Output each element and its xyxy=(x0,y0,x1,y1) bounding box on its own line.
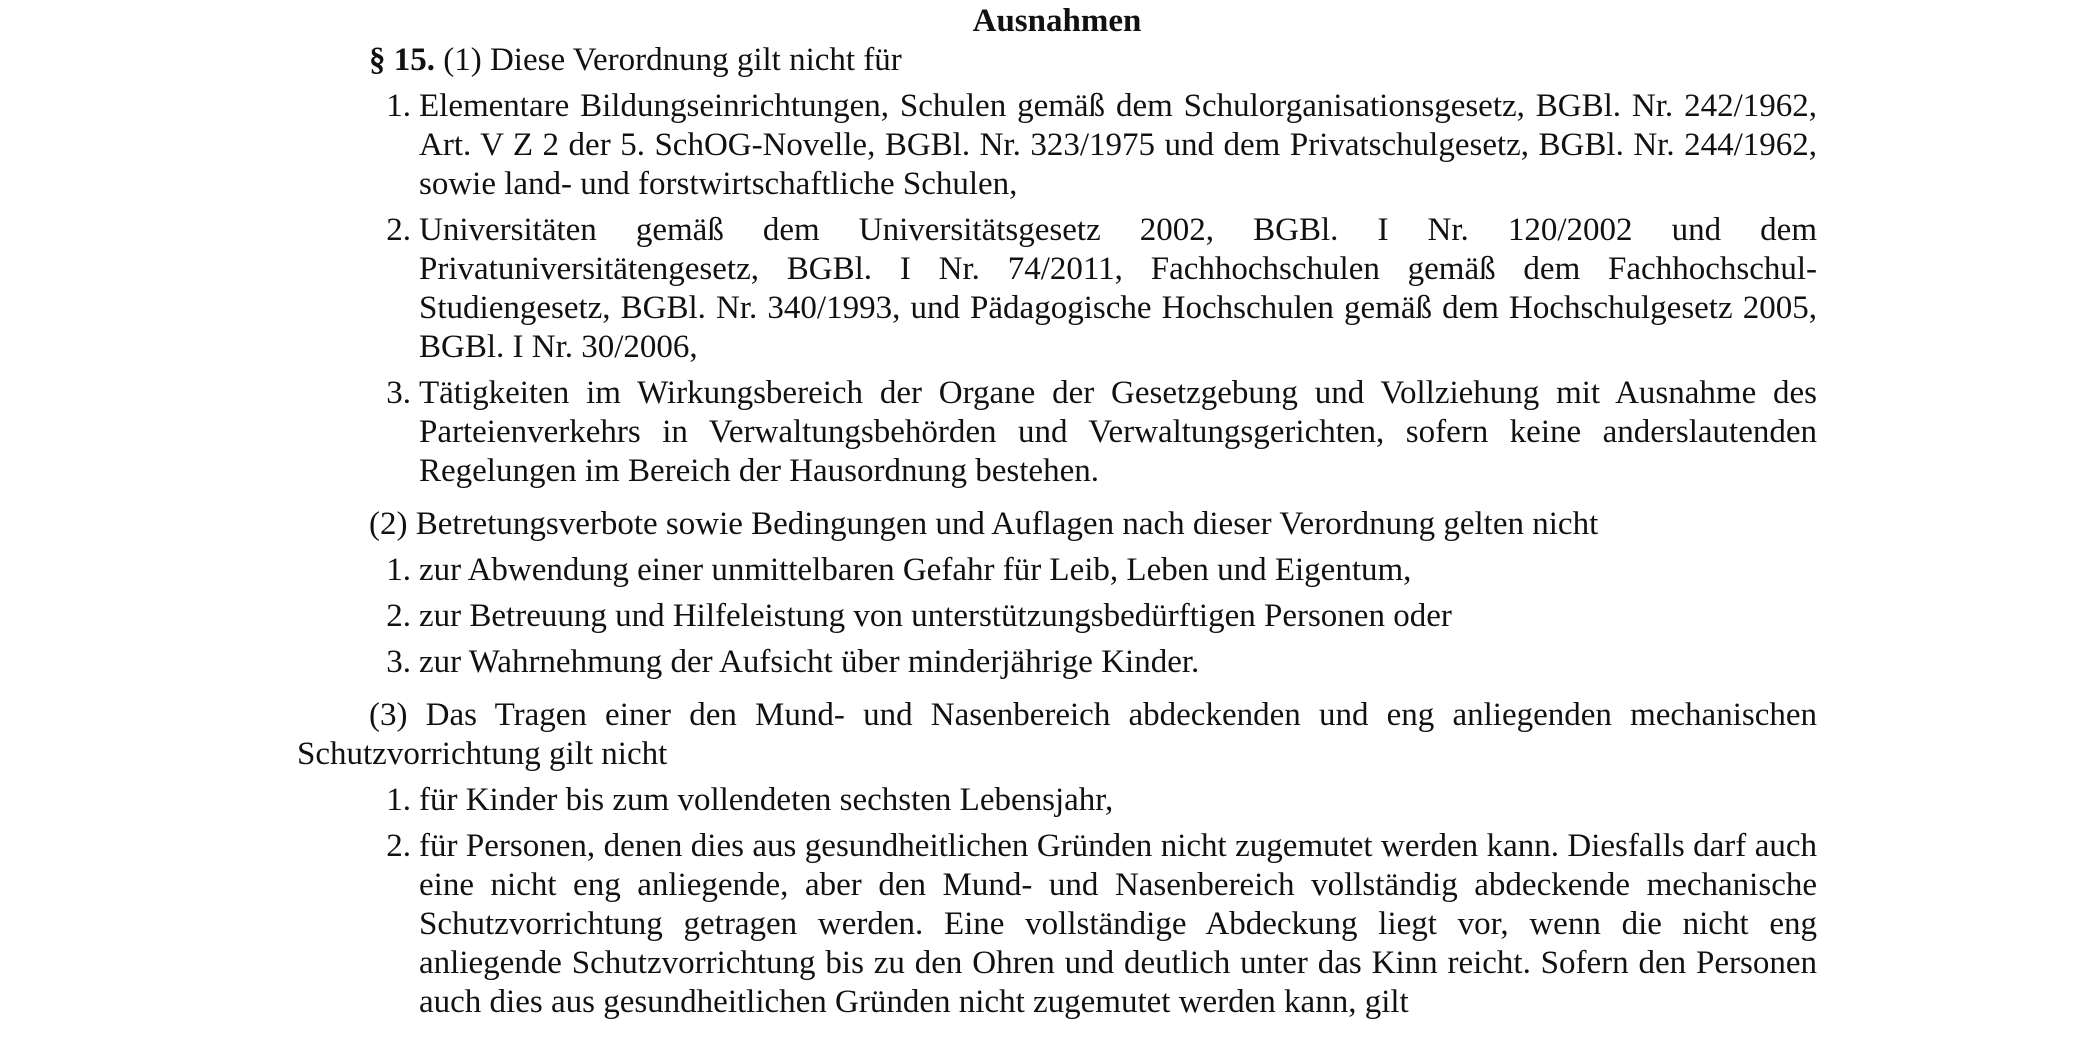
list-item-number: 2. xyxy=(386,212,411,248)
list-item-text: Tätigkeiten im Wirkungsbereich der Organe der Gesetzgebung und Vollziehung mit Ausnahme des Parteienverkehrs in Verwaltungsbehörden und Verwaltungsgerichten, sofern keine anderslautenden Regelungen im Bereich der Hausordnung bestehen. xyxy=(419,375,1817,489)
paragraph-1-list xyxy=(297,87,1817,491)
section-number: § 15. xyxy=(369,42,435,78)
paragraph-2-list xyxy=(297,551,1817,682)
paragraph-1-text: (1) Diese Verordnung gilt nicht für xyxy=(443,42,902,78)
list-item-number: 3. xyxy=(386,375,411,411)
list-item xyxy=(297,551,1817,590)
list-item-number: 3. xyxy=(386,644,411,680)
document-page xyxy=(297,0,1817,1022)
paragraph-1-intro xyxy=(297,41,1817,80)
list-item-text: für Kinder bis zum vollendeten sechsten Lebensjahr, xyxy=(419,782,1114,818)
list-item-number: 1. xyxy=(386,782,411,818)
list-item-text: zur Wahrnehmung der Aufsicht über minderjährige Kinder. xyxy=(419,644,1200,680)
paragraph-2-intro: (2) Betretungsverbote sowie Bedingungen und Auflagen nach dieser Verordnung gelten nicht xyxy=(369,506,1599,542)
list-item xyxy=(297,643,1817,682)
list-item xyxy=(297,87,1817,204)
paragraph-3-list xyxy=(297,781,1817,1022)
list-item xyxy=(297,211,1817,367)
list-item-text: zur Abwendung einer unmittelbaren Gefahr für Leib, Leben und Eigentum, xyxy=(419,552,1412,588)
list-item-text: für Personen, denen dies aus gesundheitlichen Gründen nicht zugemutet werden kann. Diesfalls darf auch eine nicht eng anliegende, aber den Mund- und Nasenbereich vollständig abdeckende mechanische Schutzvorrichtung getragen werden. Eine vollständige Abdeckung liegt vor, wenn die nicht eng anliegende Schutzvorrichtung bis zu den Ohren und deutlich unter das Kinn reicht. Sofern den Personen auch dies aus gesundheitlichen Gründen nicht zugemutet werden kann, gilt xyxy=(419,828,1817,1020)
list-item xyxy=(297,374,1817,491)
list-item-text: Elementare Bildungseinrichtungen, Schulen gemäß dem Schulorganisationsgesetz, BGBl. Nr. 242/1962, Art. V Z 2 der 5. SchOG-Novelle, BGBl. Nr. 323/1975 und dem Privatschulgesetz, BGBl. Nr. 244/1962, sowie land- und forstwirtschaftliche Schulen, xyxy=(419,88,1817,202)
list-item xyxy=(297,597,1817,636)
paragraph-3-intro: (3) Das Tragen einer den Mund- und Nasenbereich abdeckenden und eng anliegenden mechanischen Schutzvorrichtung gilt nicht xyxy=(297,697,1817,772)
list-item-number: 1. xyxy=(386,552,411,588)
list-item-text: Universitäten gemäß dem Universitätsgesetz 2002, BGBl. I Nr. 120/2002 und dem Privatuniversitätengesetz, BGBl. I Nr. 74/2011, Fachhochschulen gemäß dem Fachhochschul-Studiengesetz, BGBl. Nr. 340/1993, und Pädagogische Hochschulen gemäß dem Hochschulgesetz 2005, BGBl. I Nr. 30/2006, xyxy=(419,212,1817,365)
list-item-number: 2. xyxy=(386,598,411,634)
section-heading: Ausnahmen xyxy=(972,3,1142,39)
list-item-text: zur Betreuung und Hilfeleistung von unterstützungsbedürftigen Personen oder xyxy=(419,598,1452,634)
list-item-number: 2. xyxy=(386,828,411,864)
list-item xyxy=(297,827,1817,1022)
list-item-number: 1. xyxy=(386,88,411,124)
list-item xyxy=(297,781,1817,820)
